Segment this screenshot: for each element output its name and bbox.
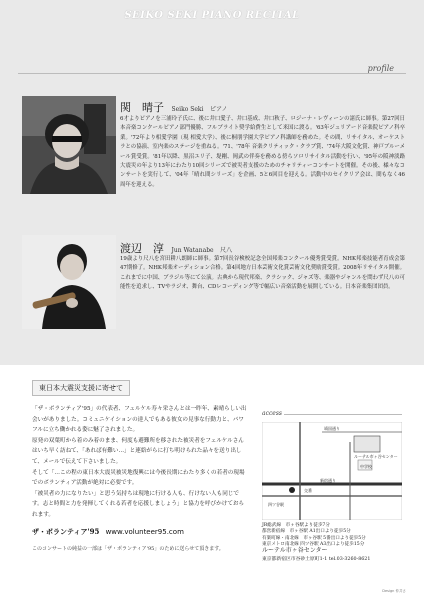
pianist-name-en: Seiko Seki [171,106,204,113]
access-map [262,422,402,520]
profile-label: profile [367,64,394,73]
map-station-label: 四ツ谷駅 [268,502,284,507]
support-paragraph: そして「…この程の東日本大震災被災地復興には今後長期にわたり多くの若者の現場でのボランティア活動が絶対に必要です。 [32,469,245,487]
shakuhachi-name-en: Jun Watanabe [171,247,214,254]
recital-title: SEIKO SEKI PIANO RECITAL [124,10,300,21]
design-credit: Design 仲井さ [382,589,406,593]
volunteer-org [32,527,184,537]
support-paragraph: 「被災者の力になりたい」と思う気持ちは現地に行ける人も、行けない人も同じです。志と時間と力を発揮してくれる若者を応援しましょう」と協力を呼びかけておられます。 [32,490,245,518]
map-school-label: 中学校 [360,464,372,469]
proceeds-note: このコンサートの純益の一部は「ザ・ボランティア'95」のために送らせて頂きます。 [32,546,224,552]
access-divider [284,414,402,415]
transit-line: 東京メトロ南北線 四ツ谷駅 A3出口より徒歩15分 [262,542,365,548]
map-police-label: 交番 [304,488,312,493]
shakuhachi-name: 渡辺 淳 [120,242,164,255]
shakuhachi-bio: 19歳より尺八を宮田耕八朗師に師事。第7回長谷検校記念全国邦楽コンクール優秀賞受賞。NHK邦楽技能者育成会第47期修了。NHK邦楽オーディション合格。第4回地方日本芸術文化賞芸術文化奨励賞受賞。2008年リサイタル開催。これまでに中国、ブラジル等にて公演。古典から現代邦楽、クラシック、ジャズ等、楽器やジャンルを問わず尺八の可能性を追求し、TVやラジオ、舞台、CDレコーディング等で幅広い音楽活動を展開している。日本音楽集団団員。 [120,256,405,291]
support-paragraph: 原発の双葉町から着のみ着のまま、何度も避難所を移された被災者をフェルケルさんはいち早く訪ねて、「あれば有難い…」と連絡がらに打ち明けられた品々を送り出して、メールで伝えて下さいました。 [32,437,244,465]
transit-line: 都営新宿線 市ヶ谷駅 A1出口より徒歩5分 [262,529,351,535]
map-venue-label: ルーテル市ヶ谷センター [354,454,398,459]
support-paragraph: 「ザ・ボランティア'95」の代表者、フェルケル寿々栄さんとは一昨年、素晴らしい出会いがありました。コミュニケイションの達人でもある彼女の見事な行動力と、パワフルに立ち働かれる姿に魅了されました。 [32,406,247,434]
profile-divider [18,73,406,74]
volunteer-org-name: ザ・ボランティア'95 [32,527,100,536]
transit-line: 有楽町線・南北線 市ヶ谷駅 5番出口より徒歩5分 [262,535,366,541]
map-yasukuni-label: 靖国通り [324,426,340,431]
volunteer-url-link[interactable]: www.volunteer95.com [105,528,184,536]
support-message [32,404,247,521]
map-shinjuku-label: 新宿通り [320,478,336,483]
shakuhachi-name-row [120,240,232,256]
pianist-photo [22,96,116,194]
pianist-name-row [120,99,227,115]
shakuhachi-role: 尺八 [220,247,233,254]
venue-address: 東京都新宿区市谷砂土原町1-1 tel.03-3260-8621 [262,557,371,562]
pianist-bio: 6才よりピアノを三浦玲子氏に、後に井口愛子、井口基成、井口秋子、ロジーナ・レヴィーンの諸氏に師事。第27回日本音楽コンクールピアノ部門優勝、フルブライト奨学給費生として米国に渡る。'63年ジュリアード音楽院ピアノ科卒業。'72年より相愛学園（現 相愛大学）、後に桐朋学園大学ピアノ科講師を務めた。その間、リサイタル、オーケストラとの協演、室内楽のステージを重ねる。'71、'78年 音楽クリティック・クラブ賞、'74年大阪文化賞、神戸ブルーメール賞受賞。'81年以降、黒沼ユリ子、堤剛、岡武の伴奏を務める傍らソロリサイタル活動を行い、'95年の阪神淡路大震災の年より13年にわたり10回シリーズで被災者支援のためのチャリティーコンサートを開催。その後、様々なコンサートを実行して、'04年「晴れ間シリーズ」を企画、5と6回目を迎える。活動中のセイクリア会は、間もなく46周年を迎える。 [120,116,405,188]
shakuhachi-player-photo [22,235,116,329]
venue-name: ルーテル市ヶ谷センター [262,547,328,554]
transit-line: JR総武線 市ヶ谷駅より徒歩7分 [262,523,330,528]
pianist-name: 関 晴子 [120,101,164,114]
pianist-role: ピアノ [209,106,228,113]
support-heading: 東日本大震災支援に寄せて [32,380,130,396]
access-label: access [262,410,283,417]
